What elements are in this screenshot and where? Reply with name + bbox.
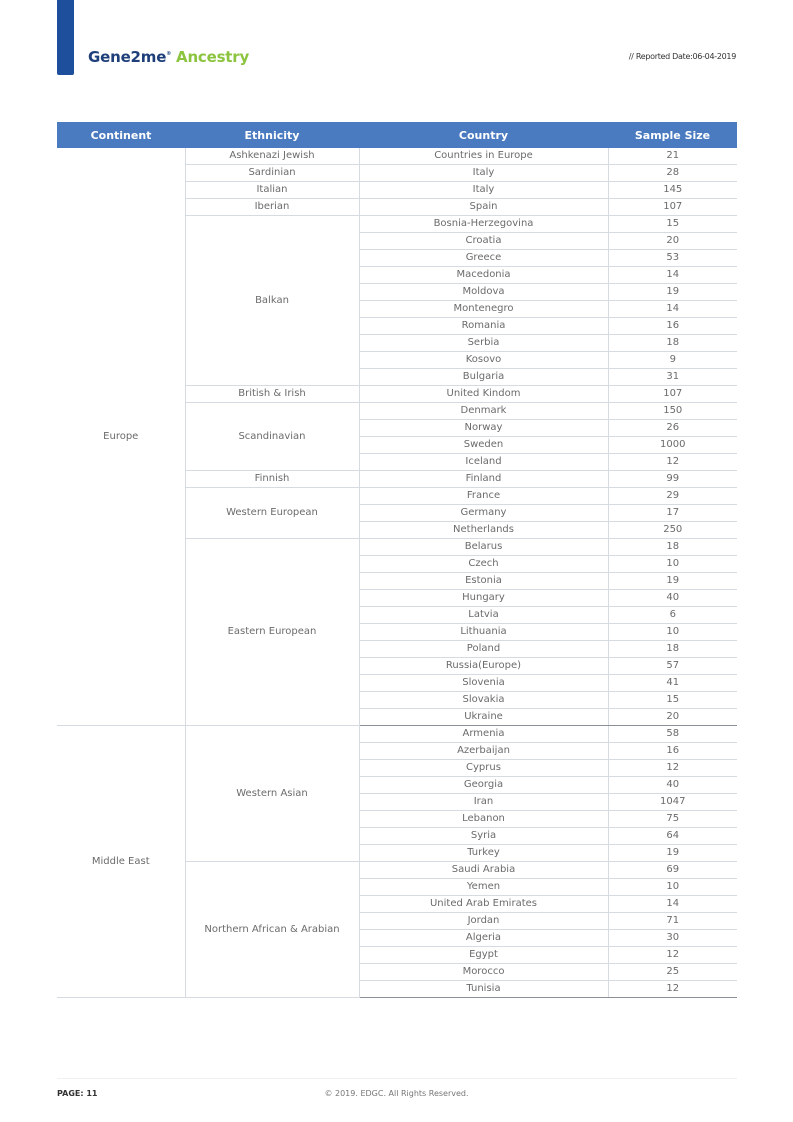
sample-size-cell: 17 [608, 505, 737, 522]
sample-size-cell: 53 [608, 250, 737, 267]
sample-size-cell: 10 [608, 556, 737, 573]
sample-size-cell: 40 [608, 590, 737, 607]
sample-size-cell: 1047 [608, 794, 737, 811]
sample-size-cell: 29 [608, 488, 737, 505]
sample-size-cell: 12 [608, 760, 737, 777]
sample-size-cell: 18 [608, 641, 737, 658]
sample-size-cell: 15 [608, 216, 737, 233]
country-cell: Estonia [359, 573, 608, 590]
sample-size-cell: 75 [608, 811, 737, 828]
sample-size-cell: 10 [608, 624, 737, 641]
sample-size-cell: 18 [608, 335, 737, 352]
sample-size-cell: 107 [608, 199, 737, 216]
continent-cell: Europe [57, 148, 185, 726]
sample-size-cell: 10 [608, 879, 737, 896]
sample-size-cell: 150 [608, 403, 737, 420]
country-cell: Lebanon [359, 811, 608, 828]
country-cell: France [359, 488, 608, 505]
column-header-country: Country [359, 122, 608, 148]
sample-size-cell: 12 [608, 947, 737, 964]
sample-size-table [57, 122, 737, 998]
ethnicity-cell: Western European [185, 488, 359, 539]
sample-size-cell: 16 [608, 743, 737, 760]
country-cell: Serbia [359, 335, 608, 352]
country-cell: Sweden [359, 437, 608, 454]
country-cell: Netherlands [359, 522, 608, 539]
footer-divider [57, 1078, 737, 1079]
ethnicity-cell: Balkan [185, 216, 359, 386]
sample-size-cell: 145 [608, 182, 737, 199]
sample-size-cell: 21 [608, 148, 737, 165]
sample-size-cell: 250 [608, 522, 737, 539]
report-date: // Reported Date:06-04-2019 [628, 52, 736, 61]
page-number: PAGE: 11 [57, 1089, 98, 1098]
ethnicity-cell: Eastern European [185, 539, 359, 726]
country-cell: Finland [359, 471, 608, 488]
sample-size-cell: 18 [608, 539, 737, 556]
country-cell: United Arab Emirates [359, 896, 608, 913]
continent-cell: Middle East [57, 726, 185, 998]
sample-size-cell: 16 [608, 318, 737, 335]
sample-size-cell: 1000 [608, 437, 737, 454]
sample-size-cell: 20 [608, 709, 737, 726]
sample-size-cell: 99 [608, 471, 737, 488]
header-accent-bar [57, 0, 74, 75]
sample-size-cell: 71 [608, 913, 737, 930]
table-body [57, 148, 737, 998]
country-cell: Croatia [359, 233, 608, 250]
country-cell: Russia(Europe) [359, 658, 608, 675]
country-cell: Denmark [359, 403, 608, 420]
logo-brand: Gene2me [88, 48, 167, 66]
sample-size-cell: 6 [608, 607, 737, 624]
sample-size-cell: 57 [608, 658, 737, 675]
sample-size-cell: 30 [608, 930, 737, 947]
country-cell: Saudi Arabia [359, 862, 608, 879]
country-cell: Slovakia [359, 692, 608, 709]
column-header-continent: Continent [57, 122, 185, 148]
country-cell: Georgia [359, 777, 608, 794]
sample-size-cell: 31 [608, 369, 737, 386]
country-cell: Belarus [359, 539, 608, 556]
ethnicity-cell: Italian [185, 182, 359, 199]
country-cell: Germany [359, 505, 608, 522]
country-cell: Armenia [359, 726, 608, 743]
country-cell: Macedonia [359, 267, 608, 284]
country-cell: Cyprus [359, 760, 608, 777]
country-cell: Montenegro [359, 301, 608, 318]
sample-size-cell: 28 [608, 165, 737, 182]
country-cell: Hungary [359, 590, 608, 607]
ethnicity-cell: Northern African & Arabian [185, 862, 359, 998]
logo [88, 48, 249, 66]
country-cell: Iran [359, 794, 608, 811]
country-cell: Syria [359, 828, 608, 845]
sample-size-cell: 69 [608, 862, 737, 879]
country-cell: Kosovo [359, 352, 608, 369]
country-cell: United Kindom [359, 386, 608, 403]
country-cell: Czech [359, 556, 608, 573]
country-cell: Tunisia [359, 981, 608, 998]
ethnicity-cell: Finnish [185, 471, 359, 488]
country-cell: Spain [359, 199, 608, 216]
country-cell: Turkey [359, 845, 608, 862]
sample-size-cell: 20 [608, 233, 737, 250]
ethnicity-cell: Sardinian [185, 165, 359, 182]
country-cell: Jordan [359, 913, 608, 930]
ethnicity-cell: Ashkenazi Jewish [185, 148, 359, 165]
sample-size-cell: 19 [608, 845, 737, 862]
column-header-ethnicity: Ethnicity [185, 122, 359, 148]
sample-size-cell: 58 [608, 726, 737, 743]
country-cell: Italy [359, 165, 608, 182]
country-cell: Egypt [359, 947, 608, 964]
sample-size-cell: 26 [608, 420, 737, 437]
country-cell: Poland [359, 641, 608, 658]
sample-size-cell: 14 [608, 896, 737, 913]
country-cell: Lithuania [359, 624, 608, 641]
country-cell: Romania [359, 318, 608, 335]
country-cell: Algeria [359, 930, 608, 947]
country-cell: Bulgaria [359, 369, 608, 386]
sample-size-cell: 15 [608, 692, 737, 709]
sample-size-cell: 9 [608, 352, 737, 369]
country-cell: Ukraine [359, 709, 608, 726]
country-cell: Yemen [359, 879, 608, 896]
country-cell: Morocco [359, 964, 608, 981]
sample-size-cell: 12 [608, 981, 737, 998]
sample-size-cell: 14 [608, 301, 737, 318]
sample-size-cell: 19 [608, 573, 737, 590]
ethnicity-cell: Western Asian [185, 726, 359, 862]
country-cell: Latvia [359, 607, 608, 624]
country-cell: Italy [359, 182, 608, 199]
logo-reg-mark: ® [166, 51, 171, 57]
sample-size-cell: 41 [608, 675, 737, 692]
country-cell: Azerbaijan [359, 743, 608, 760]
sample-size-cell: 40 [608, 777, 737, 794]
ethnicity-cell: British & Irish [185, 386, 359, 403]
sample-size-cell: 25 [608, 964, 737, 981]
table-row [57, 148, 737, 165]
country-cell: Iceland [359, 454, 608, 471]
country-cell: Norway [359, 420, 608, 437]
country-cell: Greece [359, 250, 608, 267]
column-header-sample-size: Sample Size [608, 122, 737, 148]
logo-product: Ancestry [176, 48, 250, 66]
table-row [57, 726, 737, 743]
sample-size-cell: 12 [608, 454, 737, 471]
sample-size-cell: 64 [608, 828, 737, 845]
country-cell: Slovenia [359, 675, 608, 692]
country-cell: Bosnia-Herzegovina [359, 216, 608, 233]
sample-size-cell: 19 [608, 284, 737, 301]
country-cell: Countries in Europe [359, 148, 608, 165]
sample-size-cell: 14 [608, 267, 737, 284]
table-header-row [57, 122, 737, 148]
ethnicity-cell: Iberian [185, 199, 359, 216]
sample-size-cell: 107 [608, 386, 737, 403]
country-cell: Moldova [359, 284, 608, 301]
ethnicity-cell: Scandinavian [185, 403, 359, 471]
copyright: © 2019. EDGC. All Rights Reserved. [324, 1089, 469, 1098]
